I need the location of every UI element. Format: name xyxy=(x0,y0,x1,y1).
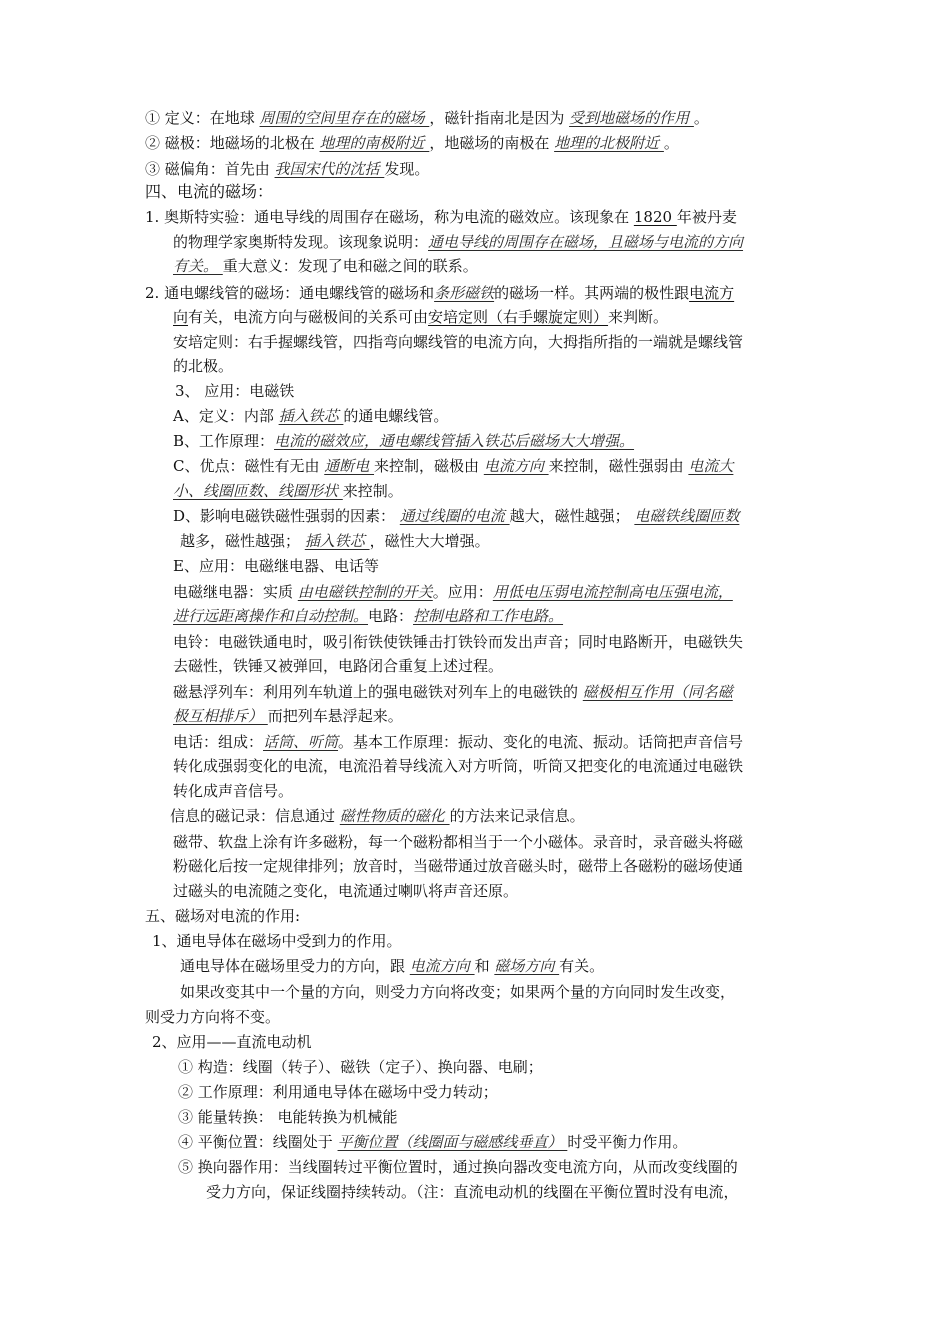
filled-blank: 磁场方向 xyxy=(494,957,560,975)
filled-blank: 磁性物质的磁化 xyxy=(339,807,450,825)
filled-blank: 由电磁铁控制的开关 xyxy=(297,583,433,601)
text-segment: 1. 奥斯特实验：通电导线的周围存在磁场，称为电流的磁效应。该现象在 xyxy=(145,208,634,226)
text-segment: C、优点：磁性有无由 xyxy=(173,457,325,475)
filled-blank: 插入铁芯 xyxy=(304,532,370,550)
text-segment: 2、应用——直流电动机 xyxy=(152,1033,312,1051)
text-line xyxy=(173,255,478,277)
text-line xyxy=(173,430,634,452)
text-segment: 转化成强弱变化的电流，电流沿着导线流入对方听筒，听筒又把变化的电流通过电磁铁 xyxy=(173,757,744,775)
text-segment: 通电导体在磁场里受力的方向，跟 xyxy=(180,957,410,975)
text-line xyxy=(173,731,743,753)
text-segment: ③ 能量转换： 电能转换为机械能 xyxy=(178,1108,398,1126)
filled-blank: 条形磁铁 xyxy=(434,284,495,302)
text-line xyxy=(173,880,518,902)
text-segment: 越多，磁性越强； xyxy=(180,532,305,550)
text-segment: 年被丹麦 xyxy=(676,208,737,226)
text-segment: 。应用： xyxy=(432,583,493,601)
text-line xyxy=(206,1181,739,1203)
text-segment: ，磁针指南北是因为 xyxy=(429,109,570,127)
text-line xyxy=(145,206,737,228)
text-line xyxy=(173,355,233,377)
text-segment: 3、 应用：电磁铁 xyxy=(175,382,295,400)
filled-blank: 有关。 xyxy=(173,257,223,275)
text-line xyxy=(173,705,403,727)
text-line xyxy=(180,981,735,1003)
text-line xyxy=(145,158,429,180)
filled-blank: 通电导线的周围存在磁场，且磁场与电流的方向 xyxy=(428,233,744,251)
text-segment: E、应用：电磁继电器、电话等 xyxy=(173,557,379,575)
text-line xyxy=(173,780,293,802)
text-line xyxy=(173,405,448,427)
text-segment: 。 xyxy=(693,109,709,127)
text-segment: 来控制，磁极由 xyxy=(374,457,484,475)
text-line xyxy=(173,581,733,603)
filled-blank: 小、线圈匝数、线圈形状 xyxy=(173,482,343,500)
filled-blank: 地理的北极附近 xyxy=(554,134,664,152)
filled-blank: 通过线圈的电流 xyxy=(399,507,510,525)
filled-blank: 插入铁芯 xyxy=(278,407,344,425)
text-segment: D、影响电磁铁磁性强弱的因素： xyxy=(173,507,400,525)
text-line xyxy=(173,331,743,353)
text-line xyxy=(173,605,563,627)
filled-blank: 进行远距离操作和自动控制。 xyxy=(173,607,369,625)
text-segment: 。基本工作原理：振动、变化的电流、振动。话筒把声音信号 xyxy=(338,733,744,751)
filled-blank: 电流方 xyxy=(689,284,735,302)
text-segment: 五、磁场对电流的作用: xyxy=(145,907,301,925)
text-segment: ① 定义：在地球 xyxy=(145,109,260,127)
text-line xyxy=(178,1131,687,1153)
text-segment: 的物理学家奥斯特发现。该现象说明： xyxy=(173,233,429,251)
text-segment: 而把列车悬浮起来。 xyxy=(267,707,403,725)
text-line xyxy=(170,805,585,827)
text-segment: 转化成声音信号。 xyxy=(173,782,294,800)
text-line xyxy=(178,1156,738,1178)
text-segment: 的磁场一样。其两端的极性跟 xyxy=(494,284,690,302)
text-segment: ③ 磁偏角：首先由 xyxy=(145,160,275,178)
text-segment: 重大意义：发现了电和磁之间的联系。 xyxy=(222,257,478,275)
filled-blank: 地理的南极附近 xyxy=(319,134,430,152)
text-line xyxy=(173,480,403,502)
text-line xyxy=(178,1081,498,1103)
text-line xyxy=(173,306,668,328)
text-line xyxy=(173,455,733,477)
filled-blank: 电流的磁效应，通电螺线管插入铁芯后磁场大大增强。 xyxy=(274,432,635,450)
text-segment: ⑤ 换向器作用：当线圈转过平衡位置时，通过换向器改变电流方向，从而改变线圈的 xyxy=(178,1158,738,1176)
text-segment: 电话：组成： xyxy=(173,733,264,751)
text-segment: 越大，磁性越强； xyxy=(509,507,635,525)
text-segment: 2. 通电螺线管的磁场：通电螺线管的磁场和 xyxy=(145,284,435,302)
filled-blank: 1820 xyxy=(633,208,677,226)
text-segment: B、工作原理： xyxy=(173,432,275,450)
text-segment: 过磁头的电流随之变化，电流通过喇叭将声音还原。 xyxy=(173,882,519,900)
text-segment: 发现。 xyxy=(384,160,430,178)
text-segment: 电磁继电器：实质 xyxy=(173,583,298,601)
text-line xyxy=(178,1056,543,1078)
text-line xyxy=(173,831,743,853)
text-segment: 如果改变其中一个量的方向，则受力方向将改变；如果两个量的方向同时发生改变， xyxy=(180,983,736,1001)
filled-blank: 电流方向 xyxy=(409,957,475,975)
filled-blank: 用低电压弱电流控制高电压强电流， xyxy=(492,583,733,601)
text-segment: ② 磁极：地磁场的北极在 xyxy=(145,134,320,152)
text-line xyxy=(145,905,300,927)
text-segment: 1、通电导体在磁场中受到力的作用。 xyxy=(152,932,402,950)
text-segment: 电铃：电磁铁通电时，吸引衔铁使铁锤击打铁铃而发出声音；同时电路断开，电磁铁失 xyxy=(173,633,744,651)
text-segment: 的方法来记录信息。 xyxy=(449,807,585,825)
text-line xyxy=(173,755,743,777)
text-line xyxy=(145,132,679,154)
text-line xyxy=(173,655,503,677)
filled-blank: 安培定则（右手螺旋定则） xyxy=(428,308,609,326)
filled-blank: 向 xyxy=(173,308,189,326)
filled-blank: 磁极相互作用（同名磁 xyxy=(582,683,733,701)
filled-blank: 极互相排斥） xyxy=(173,707,268,725)
text-segment: 四、电流的磁场： xyxy=(145,182,274,201)
text-segment: A、定义：内部 xyxy=(173,407,279,425)
text-line xyxy=(145,107,709,129)
text-segment: 。 xyxy=(663,134,679,152)
text-line xyxy=(173,555,379,577)
text-line xyxy=(145,1006,280,1028)
text-line xyxy=(152,930,402,952)
text-segment: ，磁性大大增强。 xyxy=(369,532,490,550)
text-segment: 磁悬浮列车：利用列车轨道上的强电磁铁对列车上的电磁铁的 xyxy=(173,683,583,701)
text-line xyxy=(173,505,739,527)
text-segment: ④ 平衡位置：线圈处于 xyxy=(178,1133,338,1151)
filled-blank: 周围的空间里存在的磁场 xyxy=(259,109,430,127)
text-line xyxy=(173,631,743,653)
text-segment: 来控制。 xyxy=(342,482,403,500)
filled-blank: 电流方向 xyxy=(483,457,549,475)
text-segment: 则受力方向将不变。 xyxy=(145,1008,281,1026)
text-segment: 的北极。 xyxy=(173,357,234,375)
text-segment: 受力方向，保证线圈持续转动。（注：直流电动机的线圈在平衡位置时没有电流， xyxy=(206,1183,739,1201)
text-line xyxy=(173,855,743,877)
text-segment: 有关，电流方向与磁极间的关系可由 xyxy=(188,308,429,326)
text-line xyxy=(152,1031,312,1053)
text-line xyxy=(180,955,604,977)
filled-blank: 电流大 xyxy=(688,457,734,475)
filled-blank: 我国宋代的沈括 xyxy=(274,160,385,178)
filled-blank: 话筒、听筒 xyxy=(263,733,339,751)
text-segment: ，地磁场的南极在 xyxy=(429,134,555,152)
text-segment: 去磁性，铁锤又被弹回，电路闭合重复上述过程。 xyxy=(173,657,504,675)
text-line xyxy=(178,1106,398,1128)
text-segment: ① 构造：线圈（转子）、磁铁（定子）、换向器、电刷； xyxy=(178,1058,543,1076)
text-line xyxy=(173,231,743,253)
text-segment: 时受平衡力作用。 xyxy=(567,1133,688,1151)
section-heading xyxy=(145,181,273,203)
text-segment: 信息的磁记录：信息通过 xyxy=(170,807,340,825)
text-segment: ② 工作原理：利用通电导体在磁场中受力转动； xyxy=(178,1083,498,1101)
text-segment: 磁带、软盘上涂有许多磁粉，每一个磁粉都相当于一个小磁体。录音时，录音磁头将磁 xyxy=(173,833,744,851)
text-line xyxy=(175,380,294,402)
filled-blank: 通断电 xyxy=(324,457,375,475)
text-line xyxy=(173,681,733,703)
text-segment: 来控制，磁性强弱由 xyxy=(548,457,689,475)
text-segment: 和 xyxy=(474,957,495,975)
text-segment: 电路： xyxy=(368,607,414,625)
filled-blank: 控制电路和工作电路。 xyxy=(413,607,564,625)
text-segment: 的通电螺线管。 xyxy=(343,407,449,425)
text-line xyxy=(180,530,490,552)
text-segment: 粉磁化后按一定规律排列；放音时，当磁带通过放音磁头时，磁带上各磁粉的磁场使通 xyxy=(173,857,744,875)
text-segment: 安培定则：右手握螺线管，四指弯向螺线管的电流方向，大拇指所指的一端就是螺线管 xyxy=(173,333,744,351)
text-segment: 来判断。 xyxy=(608,308,669,326)
filled-blank: 受到地磁场的作用 xyxy=(569,109,694,127)
text-line xyxy=(145,282,734,304)
text-segment: 有关。 xyxy=(559,957,605,975)
filled-blank: 平衡位置（线圈面与磁感线垂直） xyxy=(337,1133,568,1151)
filled-blank: 电磁铁线圈匝数 xyxy=(634,507,740,525)
